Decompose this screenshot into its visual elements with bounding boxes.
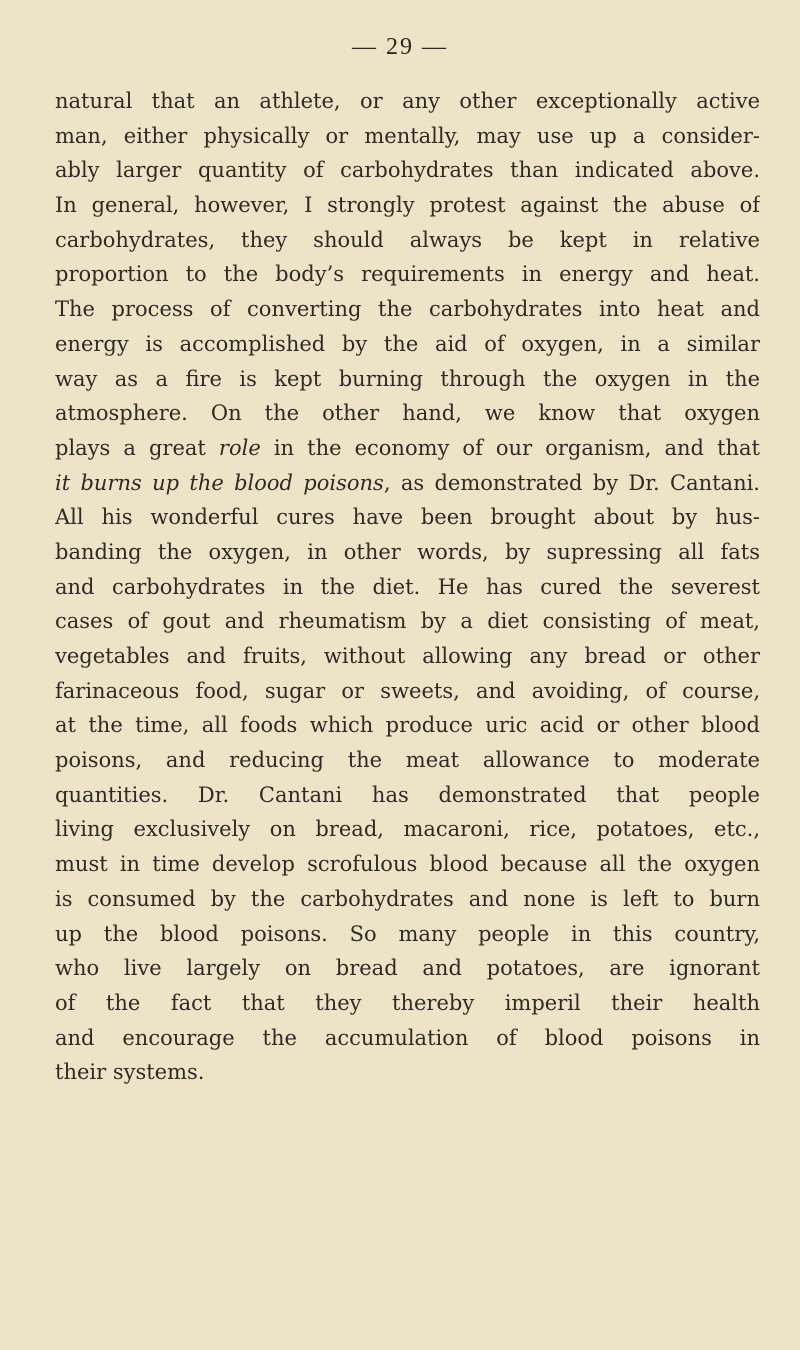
text-segment: of the fact that they thereby imperil their health bbox=[55, 990, 760, 1015]
text-segment: must in time develop scrofulous blood because all the oxygen bbox=[55, 852, 760, 877]
italic-phrase: it burns up the blood poisons bbox=[55, 470, 384, 495]
text-line bbox=[55, 604, 760, 639]
text-segment: cases of gout and rheumatism by a diet consisting of meat, bbox=[55, 609, 760, 634]
text-line bbox=[55, 188, 760, 223]
text-segment: and encourage the accumulation of blood poisons in bbox=[55, 1025, 760, 1050]
text-segment: proportion to the body’s requirements in energy and heat. bbox=[55, 262, 760, 287]
text-segment: in the economy of our organism, and that bbox=[260, 435, 760, 460]
text-segment: man, either physically or mentally, may use up a consider- bbox=[55, 123, 760, 148]
text-line bbox=[55, 639, 760, 674]
text-line bbox=[55, 535, 760, 570]
text-segment: The process of converting the carbohydrates into heat and bbox=[55, 297, 760, 322]
text-segment: up the blood poisons. So many people in this country, bbox=[55, 921, 760, 946]
text-segment: banding the oxygen, in other words, by supressing all fats bbox=[55, 539, 760, 564]
text-line bbox=[55, 431, 760, 466]
text-line bbox=[55, 257, 760, 292]
text-line bbox=[55, 1055, 760, 1090]
text-line bbox=[55, 812, 760, 847]
text-line bbox=[55, 153, 760, 188]
text-segment: is consumed by the carbohydrates and none is left to burn bbox=[55, 886, 760, 911]
text-segment: quantities. Dr. Cantani has demonstrated that people bbox=[55, 782, 760, 807]
text-segment: living exclusively on bread, macaroni, rice, potatoes, etc., bbox=[55, 817, 760, 842]
text-segment: atmosphere. On the other hand, we know that oxygen bbox=[55, 401, 760, 426]
text-segment: way as a fire is kept burning through the oxygen in the bbox=[55, 366, 760, 391]
text-segment: natural that an athlete, or any other exceptionally active bbox=[55, 89, 760, 113]
text-segment: at the time, all foods which produce uric acid or other blood bbox=[55, 713, 760, 738]
text-line bbox=[55, 84, 760, 119]
text-segment: plays a great bbox=[55, 435, 219, 460]
text-line bbox=[55, 500, 760, 535]
page-number: — 29 — bbox=[352, 34, 448, 60]
text-line bbox=[55, 708, 760, 743]
text-line bbox=[55, 847, 760, 882]
text-line bbox=[55, 327, 760, 362]
text-segment: ably larger quantity of carbohydrates than indicated above. bbox=[55, 158, 760, 183]
text-line bbox=[55, 396, 760, 431]
text-line bbox=[55, 743, 760, 778]
text-segment: energy is accomplished by the aid of oxygen, in a similar bbox=[55, 331, 760, 356]
text-segment: , as demonstrated by Dr. Cantani. bbox=[383, 470, 760, 495]
text-line bbox=[55, 951, 760, 986]
text-segment: who live largely on bread and potatoes, are ignorant bbox=[55, 956, 760, 981]
text-segment: poisons, and reducing the meat allowance to moderate bbox=[55, 748, 760, 773]
text-segment: carbohydrates, they should always be kept in relative bbox=[55, 227, 760, 252]
italic-phrase: role bbox=[218, 435, 261, 460]
text-segment: their systems. bbox=[55, 1060, 205, 1085]
text-line bbox=[55, 119, 760, 154]
body-paragraph bbox=[55, 84, 760, 1090]
text-segment: In general, however, I strongly protest against the abuse of bbox=[55, 193, 760, 218]
text-line bbox=[55, 882, 760, 917]
text-segment: farinaceous food, sugar or sweets, and avoiding, of course, bbox=[55, 678, 760, 703]
text-line bbox=[55, 778, 760, 813]
text-segment: vegetables and fruits, without allowing any bread or other bbox=[55, 644, 760, 668]
text-segment: and carbohydrates in the diet. He has cured the severest bbox=[55, 574, 760, 599]
text-line bbox=[55, 1021, 760, 1056]
text-line bbox=[55, 917, 760, 952]
text-line bbox=[55, 466, 760, 501]
text-line bbox=[55, 292, 760, 327]
text-line bbox=[55, 362, 760, 397]
text-line bbox=[55, 986, 760, 1021]
text-segment: All his wonderful cures have been brought about by hus- bbox=[55, 505, 760, 530]
text-line bbox=[55, 223, 760, 258]
text-line bbox=[55, 674, 760, 709]
text-line bbox=[55, 570, 760, 605]
